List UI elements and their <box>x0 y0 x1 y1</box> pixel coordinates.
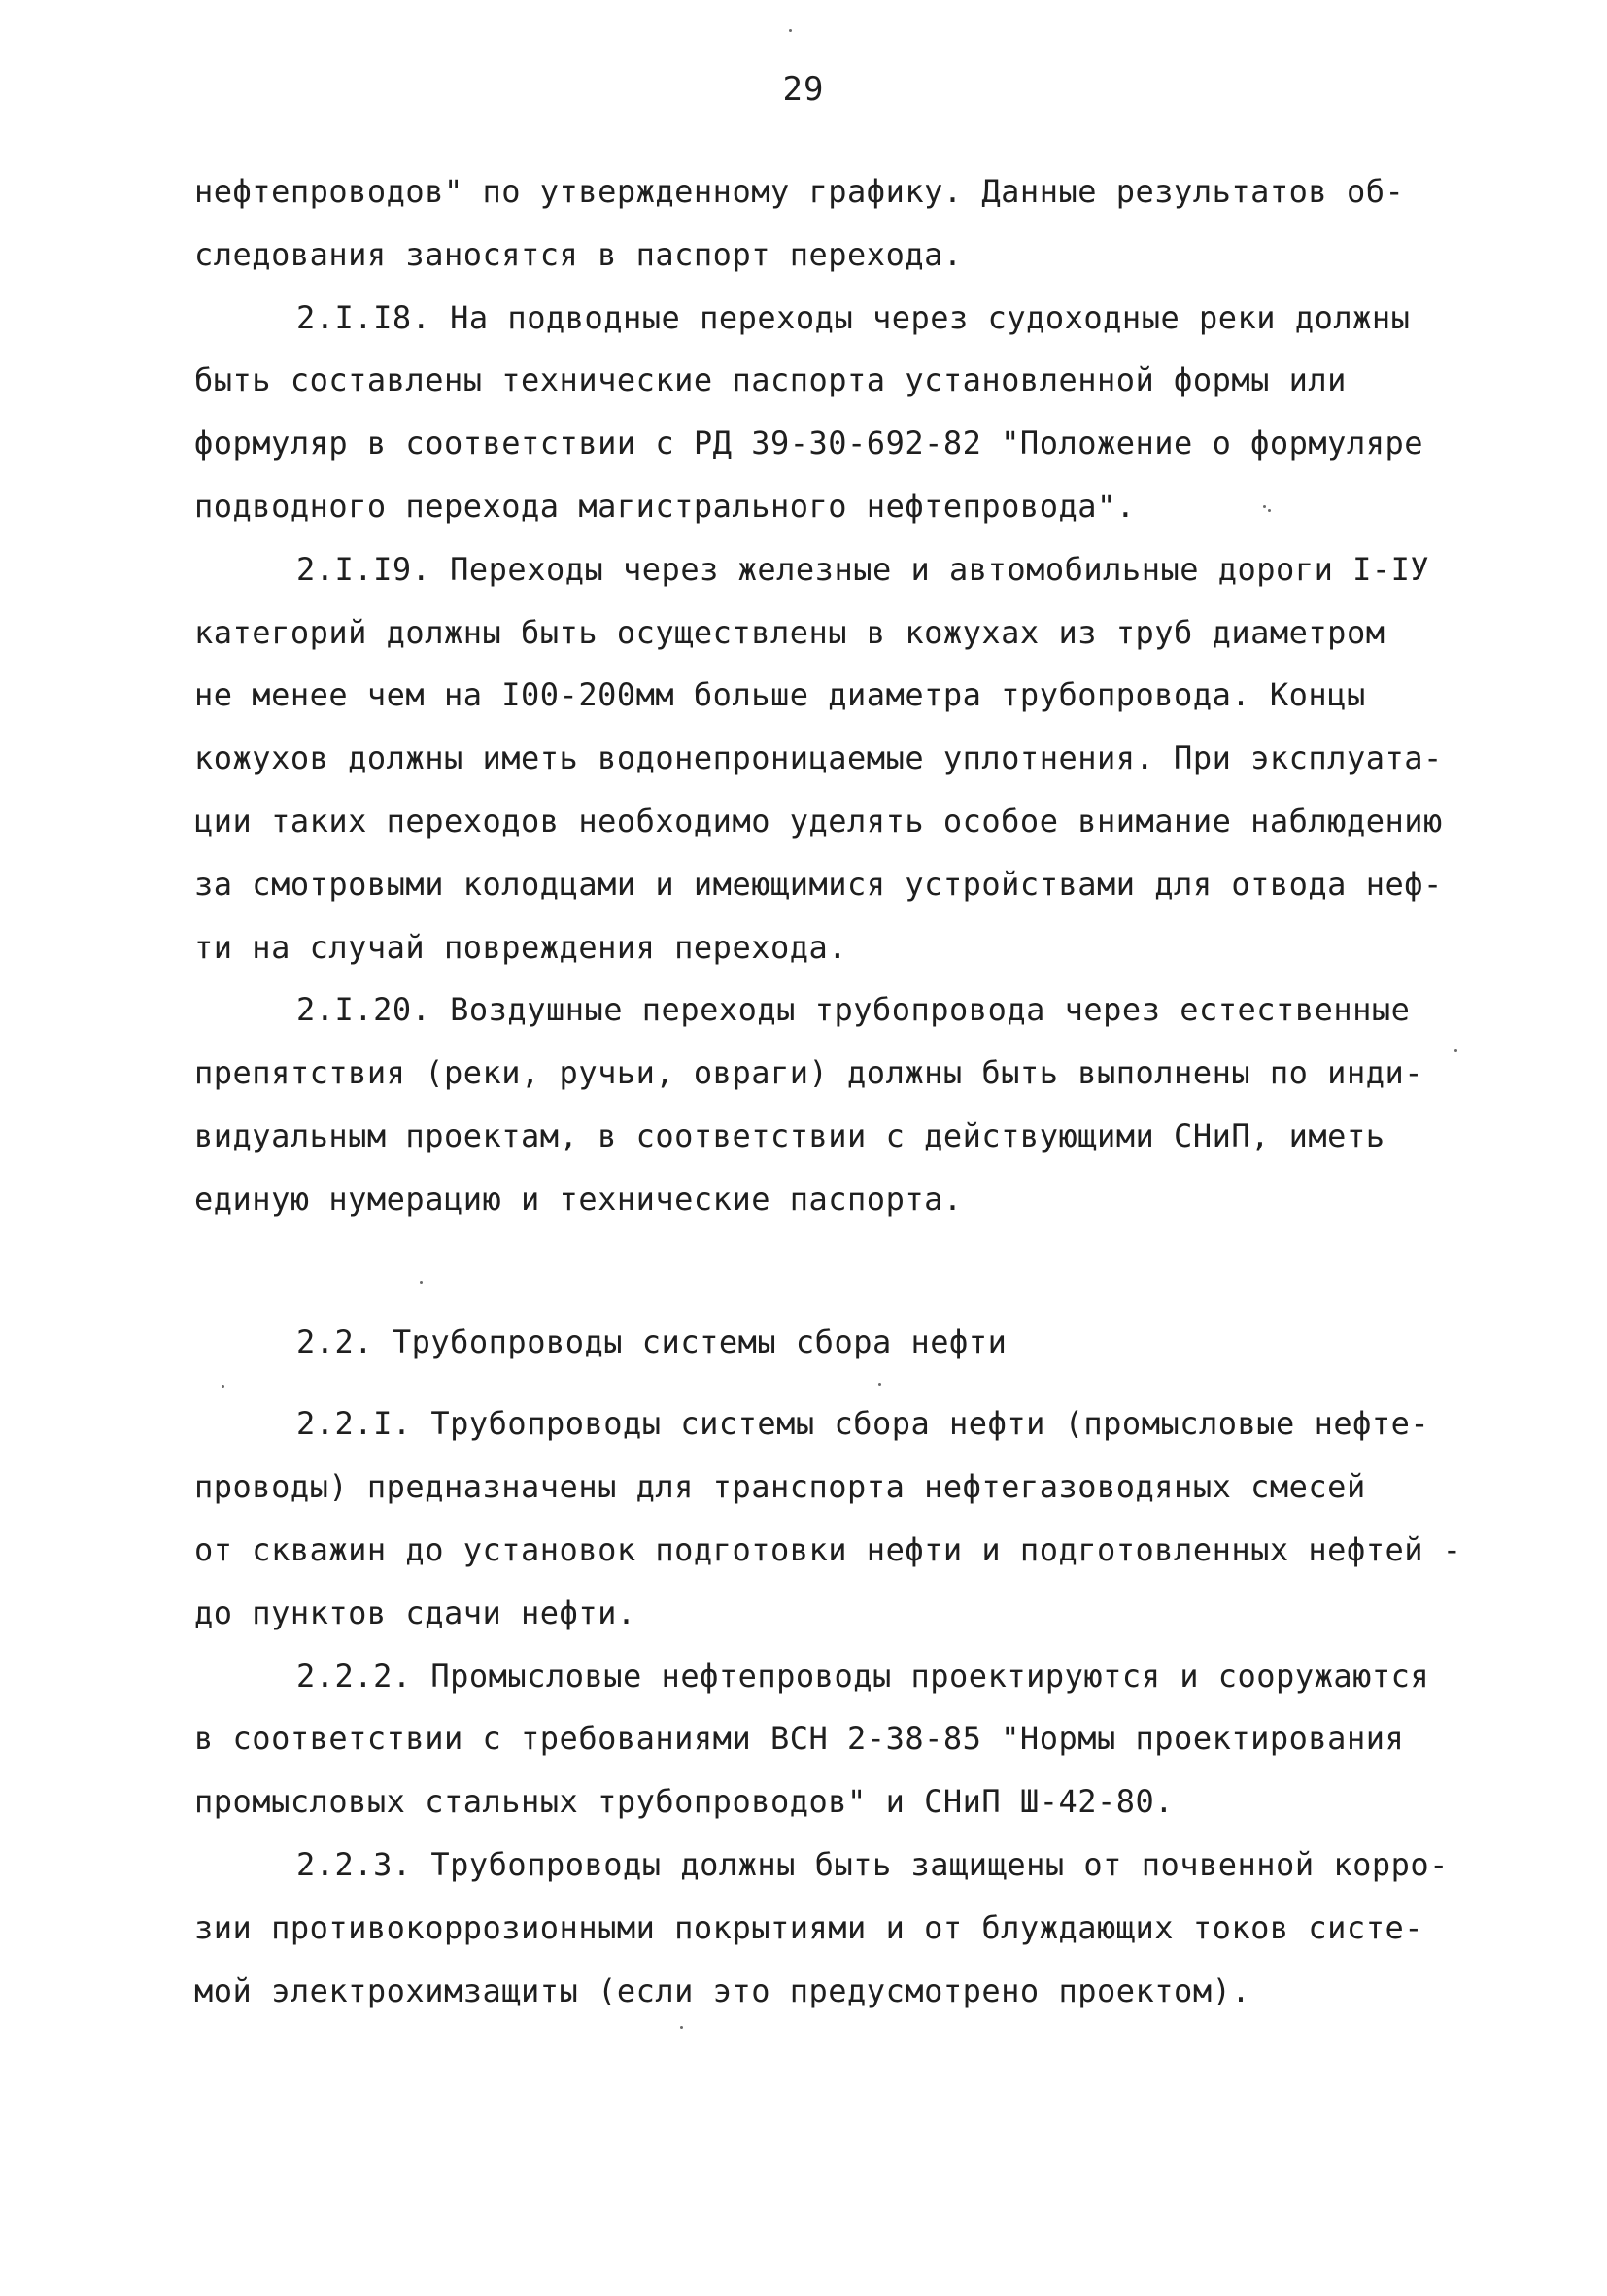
text-line: промысловых стальных трубопроводов" и СНиП Ш-42-80. <box>194 1783 1175 1821</box>
text-line: нефтепроводов" по утвержденному графику. Данные результатов об- <box>194 173 1405 210</box>
text-line: препятствия (реки, ручьи, овраги) должны быть выполнены по инди- <box>194 1054 1423 1092</box>
text-line: 2.I.I9. Переходы через железные и автомобильные дороги I-IУ <box>296 550 1430 588</box>
paragraph-2-2-1 <box>194 1392 1477 1644</box>
scan-speck <box>1268 509 1271 512</box>
scan-speck <box>420 1281 423 1284</box>
text-line: ции таких переходов необходимо уделять особое внимание наблюдению <box>194 802 1443 840</box>
text-line: формуляр в соответствии с РД 39-30-692-82 "Положение о формуляре <box>194 425 1423 463</box>
text-line: следования заносятся в паспорт перехода. <box>194 235 963 273</box>
paragraph-2-1-20 <box>194 978 1477 1230</box>
text-line: от скважин до установок подготовки нефти и подготовленных нефтей - <box>194 1530 1462 1568</box>
scan-speck <box>680 2026 683 2029</box>
text-line: ти на случай повреждения перехода. <box>194 928 848 966</box>
text-line: проводы) предназначены для транспорта нефтегазоводяных смесей <box>194 1468 1366 1506</box>
text-line: быть составлены технические паспорта установленной формы или <box>194 361 1347 399</box>
text-line: категорий должны быть осуществлены в кожухах из труб диаметром <box>194 613 1385 651</box>
spacer <box>194 1231 1477 1311</box>
text-line: до пунктов сдачи нефти. <box>194 1593 636 1631</box>
text-line: за смотровыми колодцами и имеющимися устройствами для отвода неф- <box>194 865 1443 903</box>
scan-speck <box>1454 1049 1457 1052</box>
paragraph-2-2-2 <box>194 1645 1477 1833</box>
text-line: видуальным проектам, в соответствии с действующими СНиП, иметь <box>194 1116 1385 1154</box>
text-line: 2.2.I. Трубопроводы системы сбора нефти (промысловые нефте- <box>296 1405 1430 1443</box>
paragraph-continuation <box>194 160 1477 287</box>
text-line: подводного перехода магистрального нефтепровода". <box>194 487 1136 525</box>
paragraph-2-1-18 <box>194 287 1477 538</box>
text-line: единую нумерацию и технические паспорта. <box>194 1180 963 1217</box>
section-heading: 2.2. Трубопроводы системы сбора нефти <box>296 1322 1008 1360</box>
scan-speck <box>878 1383 881 1386</box>
text-line: кожухов должны иметь водонепроницаемые уплотнения. При эксплуата- <box>194 739 1443 777</box>
page-number: 29 <box>782 70 825 109</box>
text-line: зии противокоррозионными покрытиями и от блуждающих токов систе- <box>194 1908 1423 1946</box>
scan-speck <box>222 1385 224 1388</box>
text-line: 2.2.2. Промысловые нефтепроводы проектируются и сооружаются <box>296 1657 1430 1695</box>
text-line: мой электрохимзащиты (если это предусмотрено проектом). <box>194 1971 1251 2009</box>
paragraph-2-1-19 <box>194 538 1477 979</box>
scan-speck <box>1263 505 1266 508</box>
text-line: 2.I.I8. На подводные переходы через судоходные реки должны <box>296 298 1411 336</box>
spacer <box>194 1373 1477 1392</box>
paragraph-2-2-3 <box>194 1833 1477 2022</box>
document-body <box>194 160 1477 2022</box>
text-line: в соответствии с требованиями ВСН 2-38-85 "Нормы проектирования <box>194 1720 1405 1758</box>
text-line: 2.I.20. Воздушные переходы трубопровода через естественные <box>296 991 1411 1029</box>
text-line: не менее чем на I00-200мм больше диаметра трубопровода. Концы <box>194 676 1366 714</box>
scan-speck <box>789 29 792 32</box>
text-line: 2.2.3. Трубопроводы должны быть защищены от почвенной корро- <box>296 1845 1449 1883</box>
